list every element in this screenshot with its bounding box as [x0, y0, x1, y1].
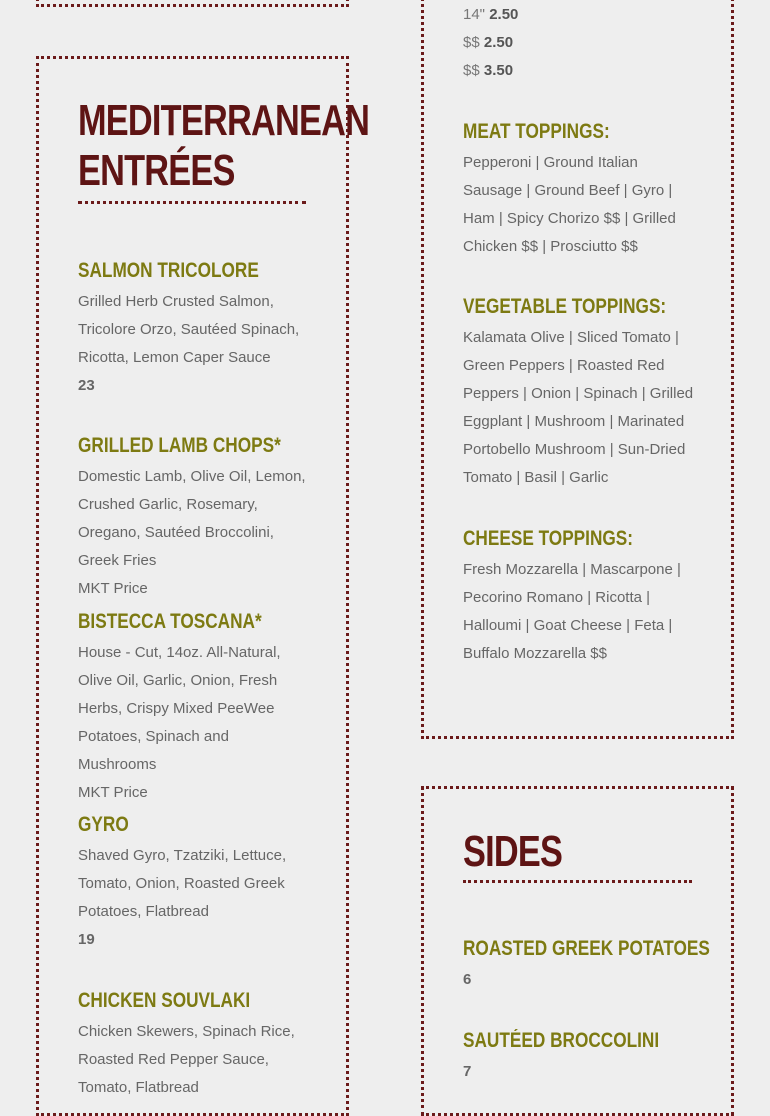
item-name: CHEESE TOPPINGS: [463, 527, 634, 550]
side-item-potatoes [463, 936, 710, 994]
size-price-row [463, 57, 693, 85]
menu-item-lamb-chops [78, 433, 308, 603]
item-name: BISTECCA TOSCANA* [78, 610, 262, 633]
item-price: 6 [463, 971, 472, 988]
item-description: House - Cut, 14oz. All-Natural, Olive Oil, Garlic, Onion, Fresh Herbs, Crispy Mixed PeeWee Potatoes, Spinach and Mushrooms [78, 644, 281, 773]
menu-item-bistecca [78, 609, 310, 807]
item-name: CHICKEN SOUVLAKI [78, 989, 251, 1012]
item-name: SALMON TRICOLORE [78, 259, 259, 282]
item-price: 7 [463, 1063, 472, 1080]
side-item-broccolini [463, 1028, 703, 1086]
size-price-row [463, 29, 693, 57]
size-label: $$ [463, 62, 480, 79]
item-description: Fresh Mozzarella | Mascarpone | Pecorino Romano | Ricotta | Halloumi | Goat Cheese | Feta | Buffalo Mozzarella $$ [463, 561, 681, 662]
size-price: 2.50 [483, 34, 514, 51]
item-description: Pepperoni | Ground Italian Sausage | Ground Beef | Gyro | Ham | Spicy Chorizo $$ | Grilled Chicken $$ | Prosciutto $$ [463, 154, 676, 255]
item-description: Domestic Lamb, Olive Oil, Lemon, Crushed Garlic, Rosemary, Oregano, Sautéed Broccolini, Greek Fries [78, 468, 306, 569]
sides-title: SIDES [463, 827, 563, 876]
item-description: Shaved Gyro, Tzatziki, Lettuce, Tomato, Onion, Roasted Greek Potatoes, Flatbread [78, 847, 287, 920]
entrees-title-line1: MEDITERRANEAN [78, 96, 370, 145]
item-description: Chicken Skewers, Spinach Rice, Roasted Red Pepper Sauce, Tomato, Flatbread [78, 1023, 295, 1096]
item-description: Kalamata Olive | Sliced Tomato | Green Peppers | Roasted Red Peppers | Onion | Spinach | Grilled Eggplant | Mushroom | Marinated Portobello Mushroom | Sun-Dried Tomato | Basil | Garlic [463, 329, 694, 486]
item-name: VEGETABLE TOPPINGS: [463, 295, 667, 318]
size-price-row [463, 1, 693, 29]
item-name: GYRO [78, 813, 129, 836]
vegetable-toppings [463, 294, 695, 492]
item-price: 19 [78, 931, 95, 948]
meat-toppings [463, 119, 695, 261]
menu-item-salmon [78, 258, 308, 400]
entrees-title-line2: ENTRÉES [78, 146, 235, 195]
item-price: MKT Price [78, 784, 148, 801]
sides-title-rule [463, 880, 692, 883]
cheese-toppings [463, 526, 695, 668]
size-price: 2.50 [489, 6, 519, 23]
size-label: $$ [463, 34, 480, 51]
item-name: SAUTÉED BROCCOLINI [463, 1029, 660, 1052]
size-price: 3.50 [483, 62, 514, 79]
item-price: 23 [78, 377, 95, 394]
item-price: MKT Price [78, 580, 148, 597]
entrees-title-rule [78, 201, 306, 204]
entrees-title [78, 96, 369, 196]
item-name: ROASTED GREEK POTATOES [463, 937, 710, 960]
previous-section-box [36, 0, 349, 7]
menu-item-gyro [78, 812, 308, 954]
size-label: 14" [463, 6, 486, 23]
item-name: MEAT TOPPINGS: [463, 120, 610, 143]
menu-item-souvlaki [78, 988, 308, 1102]
size-price-list [463, 1, 693, 85]
item-description: Grilled Herb Crusted Salmon, Tricolore Orzo, Sautéed Spinach, Ricotta, Lemon Caper Sauce [78, 293, 300, 366]
item-name: GRILLED LAMB CHOPS* [78, 434, 281, 457]
